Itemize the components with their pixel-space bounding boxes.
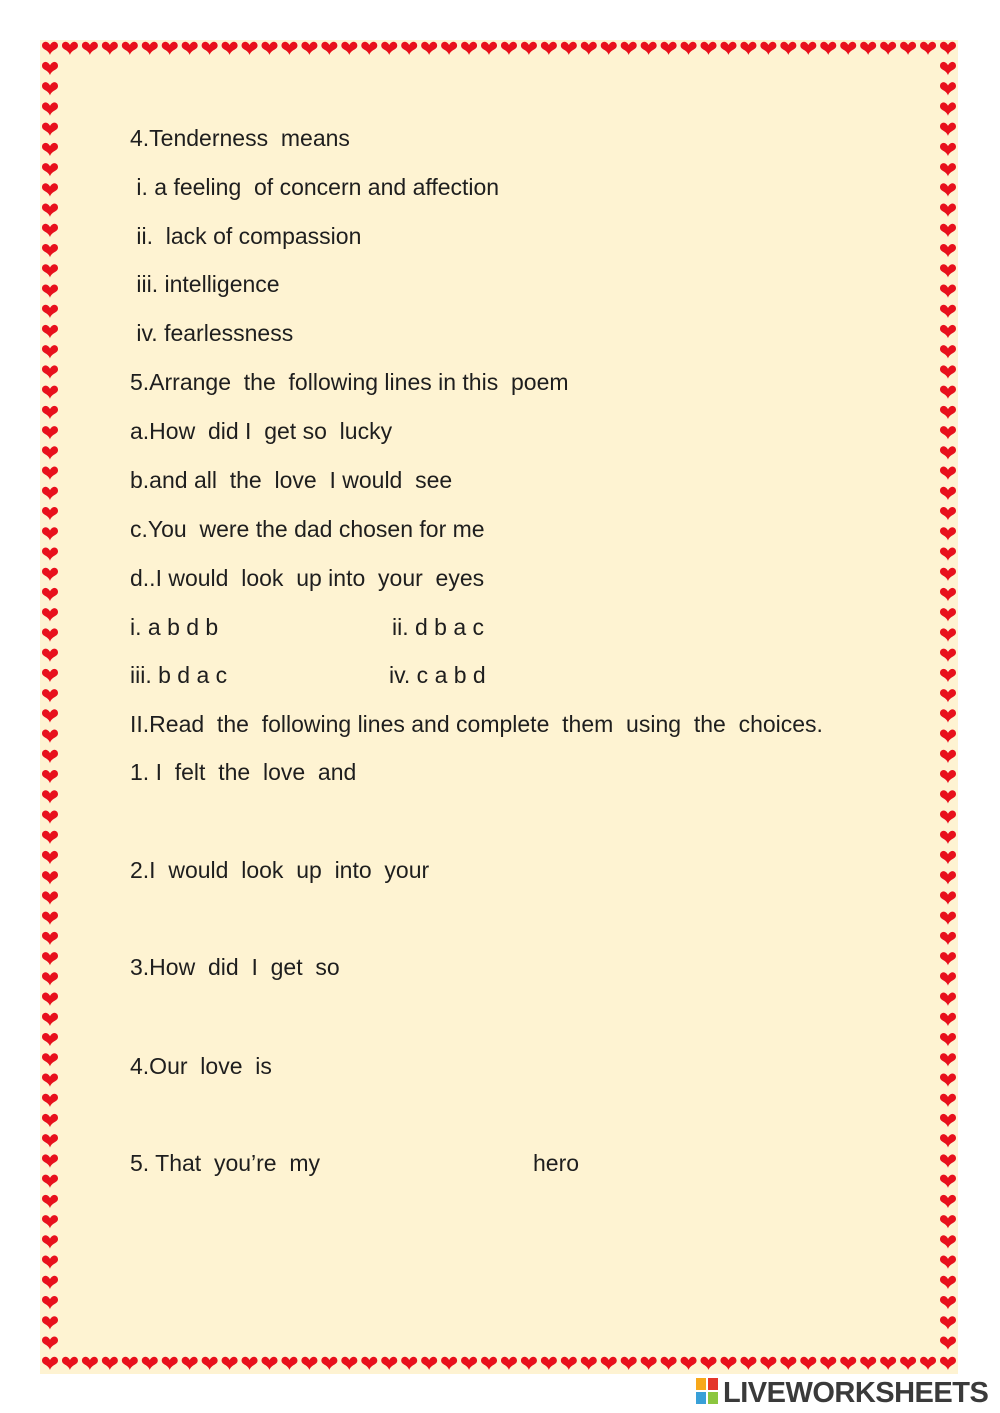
- heart-icon: [42, 972, 58, 985]
- heart-icon: [940, 993, 956, 1006]
- heart-icon: [102, 1357, 118, 1370]
- heart-icon: [42, 1235, 58, 1248]
- heart-icon: [62, 1357, 78, 1370]
- heart-icon: [42, 1154, 58, 1167]
- heart-icon: [42, 770, 58, 783]
- heart-icon: [42, 1114, 58, 1127]
- heart-icon: [681, 1357, 697, 1370]
- heart-icon: [42, 952, 58, 965]
- heart-icon: [281, 42, 297, 55]
- heart-icon: [42, 1256, 58, 1269]
- heart-icon: [880, 42, 896, 55]
- heart-icon: [42, 730, 58, 743]
- heart-icon: [42, 163, 58, 176]
- completion-item-5-end: hero: [533, 1150, 580, 1176]
- heart-icon: [900, 1357, 916, 1370]
- poem-line-a: a.How did I get so lucky: [130, 418, 393, 444]
- heart-icon: [940, 143, 956, 156]
- heart-icon: [421, 42, 437, 55]
- heart-icon: [701, 42, 717, 55]
- heart-icon: [940, 224, 956, 237]
- heart-icon: [42, 1296, 58, 1309]
- heart-icon: [42, 82, 58, 95]
- heart-icon: [940, 588, 956, 601]
- question-5-choice-ii: ii. d b a c: [392, 614, 485, 640]
- heart-icon: [42, 345, 58, 358]
- heart-icon: [900, 42, 916, 55]
- heart-icon: [521, 1357, 537, 1370]
- heart-icon: [840, 42, 856, 55]
- heart-icon: [242, 1357, 258, 1370]
- heart-icon: [42, 689, 58, 702]
- completion-item-1: 1. I felt the love and: [130, 759, 357, 785]
- heart-icon: [940, 163, 956, 176]
- heart-icon: [42, 426, 58, 439]
- question-5-choice-iii: iii. b d a c: [130, 662, 228, 688]
- heart-icon: [441, 1357, 457, 1370]
- heart-icon: [581, 1357, 597, 1370]
- heart-icon: [920, 42, 936, 55]
- heart-icon: [182, 1357, 198, 1370]
- heart-icon: [42, 487, 58, 500]
- completion-item-2: 2.I would look up into your: [130, 857, 430, 883]
- heart-icon: [940, 1316, 956, 1329]
- heart-icon: [42, 123, 58, 136]
- heart-icon: [42, 446, 58, 459]
- heart-icon: [940, 365, 956, 378]
- heart-icon: [940, 1073, 956, 1086]
- heart-icon: [820, 1357, 836, 1370]
- heart-icon: [42, 1134, 58, 1147]
- heart-icon: [42, 102, 58, 115]
- heart-icon: [940, 446, 956, 459]
- heart-icon: [940, 42, 956, 55]
- heart-icon: [521, 42, 537, 55]
- heart-icon: [42, 1033, 58, 1046]
- heart-icon: [800, 1357, 816, 1370]
- heart-icon: [940, 345, 956, 358]
- heart-icon: [202, 1357, 218, 1370]
- heart-icon: [940, 972, 956, 985]
- heart-icon: [381, 1357, 397, 1370]
- heart-icon: [940, 730, 956, 743]
- heart-icon: [42, 305, 58, 318]
- heart-icon: [940, 689, 956, 702]
- heart-icon: [920, 1357, 936, 1370]
- heart-icon: [940, 1033, 956, 1046]
- heart-icon: [222, 1357, 238, 1370]
- heart-icon: [940, 1195, 956, 1208]
- heart-icon: [42, 628, 58, 641]
- heart-icon: [641, 1357, 657, 1370]
- heart-icon: [940, 669, 956, 682]
- heart-icon: [162, 42, 178, 55]
- heart-icon: [760, 1357, 776, 1370]
- heart-icon: [940, 810, 956, 823]
- heart-icon: [940, 1235, 956, 1248]
- heart-icon: [42, 1013, 58, 1026]
- heart-icon: [940, 487, 956, 500]
- heart-icon: [940, 467, 956, 480]
- completion-item-5: 5. That you’re my: [130, 1150, 321, 1176]
- heart-icon: [940, 1276, 956, 1289]
- heart-icon: [940, 325, 956, 338]
- heart-icon: [940, 547, 956, 560]
- heart-icon: [42, 1053, 58, 1066]
- heart-icon: [860, 42, 876, 55]
- heart-icon: [940, 507, 956, 520]
- heart-icon: [42, 406, 58, 419]
- heart-icon: [940, 932, 956, 945]
- heart-icon: [281, 1357, 297, 1370]
- heart-icon: [42, 1276, 58, 1289]
- heart-icon: [561, 1357, 577, 1370]
- heart-icon: [42, 62, 58, 75]
- heart-icon: [42, 325, 58, 338]
- logo-wordmark: LIVEWORKSHEETS: [723, 1377, 989, 1409]
- completion-item-4: 4.Our love is: [130, 1053, 272, 1079]
- heart-icon: [940, 204, 956, 217]
- heart-icon: [42, 467, 58, 480]
- heart-icon: [162, 1357, 178, 1370]
- heart-icon: [42, 810, 58, 823]
- question-4-title: 4.Tenderness means: [130, 125, 350, 151]
- poem-line-d: d..I would look up into your eyes: [130, 565, 485, 591]
- heart-icon: [940, 1215, 956, 1228]
- heart-icon: [601, 1357, 617, 1370]
- heart-icon: [481, 1357, 497, 1370]
- heart-icon: [42, 709, 58, 722]
- heart-icon: [840, 1357, 856, 1370]
- heart-icon: [940, 649, 956, 662]
- completion-item-3: 3.How did I get so: [130, 954, 340, 980]
- heart-icon: [42, 1357, 58, 1370]
- heart-icon: [42, 568, 58, 581]
- heart-icon: [940, 426, 956, 439]
- heart-icon: [740, 42, 756, 55]
- heart-icon: [940, 244, 956, 257]
- question-5-choice-iv: iv. c a b d: [389, 662, 486, 688]
- heart-icon: [940, 305, 956, 318]
- heart-icon: [42, 649, 58, 662]
- heart-icon: [42, 284, 58, 297]
- heart-icon: [581, 42, 597, 55]
- heart-icon: [940, 264, 956, 277]
- heart-icon: [780, 42, 796, 55]
- heart-icon: [42, 871, 58, 884]
- heart-icon: [940, 1134, 956, 1147]
- heart-icon: [601, 42, 617, 55]
- heart-icon: [880, 1357, 896, 1370]
- heart-icon: [42, 365, 58, 378]
- heart-icon: [42, 143, 58, 156]
- heart-icon: [641, 42, 657, 55]
- heart-icon: [940, 82, 956, 95]
- heart-icon: [42, 669, 58, 682]
- heart-icon: [940, 1114, 956, 1127]
- question-4-option-ii: ii. lack of compassion: [130, 223, 362, 249]
- heart-icon: [421, 1357, 437, 1370]
- heart-icon: [42, 244, 58, 257]
- heart-icon: [481, 42, 497, 55]
- heart-icon: [701, 1357, 717, 1370]
- heart-icon: [42, 42, 58, 55]
- heart-icon: [541, 1357, 557, 1370]
- question-4-option-iv: iv. fearlessness: [130, 320, 294, 346]
- heart-icon: [940, 912, 956, 925]
- heart-icon: [940, 608, 956, 621]
- heart-icon: [42, 527, 58, 540]
- heart-icon: [940, 386, 956, 399]
- question-5-choice-i: i. a b d b: [130, 614, 219, 640]
- heart-icon: [720, 42, 736, 55]
- poem-line-b: b.and all the love I would see: [130, 467, 453, 493]
- heart-icon: [940, 709, 956, 722]
- heart-icon: [940, 891, 956, 904]
- heart-icon: [401, 1357, 417, 1370]
- heart-icon: [860, 1357, 876, 1370]
- heart-icon: [940, 183, 956, 196]
- heart-icon: [42, 1316, 58, 1329]
- heart-icon: [501, 42, 517, 55]
- heart-icon: [361, 42, 377, 55]
- heart-icon: [42, 507, 58, 520]
- heart-icon: [661, 1357, 677, 1370]
- heart-icon: [102, 42, 118, 55]
- heart-icon: [301, 1357, 317, 1370]
- heart-icon: [940, 628, 956, 641]
- heart-icon: [42, 1094, 58, 1107]
- heart-icon: [940, 527, 956, 540]
- heart-icon: [800, 42, 816, 55]
- heart-icon: [42, 608, 58, 621]
- heart-icon: [940, 770, 956, 783]
- question-4-option-i: i. a feeling of concern and affection: [130, 174, 500, 200]
- heart-icon: [82, 1357, 98, 1370]
- heart-icon: [940, 1094, 956, 1107]
- heart-icon: [42, 204, 58, 217]
- heart-icon: [142, 1357, 158, 1370]
- heart-icon: [42, 547, 58, 560]
- heart-icon: [501, 1357, 517, 1370]
- heart-icon: [820, 42, 836, 55]
- liveworksheets-logo: [696, 1376, 996, 1410]
- heart-icon: [42, 1336, 58, 1349]
- heart-icon: [461, 42, 477, 55]
- heart-icon: [940, 568, 956, 581]
- heart-icon: [42, 750, 58, 763]
- heart-icon: [780, 1357, 796, 1370]
- heart-icon: [940, 750, 956, 763]
- heart-icon: [621, 1357, 637, 1370]
- heart-icon: [940, 1013, 956, 1026]
- heart-icon: [940, 1154, 956, 1167]
- heart-icon: [122, 1357, 138, 1370]
- heart-icon: [760, 42, 776, 55]
- heart-icon: [940, 871, 956, 884]
- heart-icon: [621, 42, 637, 55]
- heart-icon: [940, 1256, 956, 1269]
- heart-icon: [940, 102, 956, 115]
- section-ii-instruction: II.Read the following lines and complete them using the choices.: [130, 711, 823, 737]
- heart-icon: [940, 123, 956, 136]
- heart-icon: [341, 1357, 357, 1370]
- heart-icon: [940, 1296, 956, 1309]
- heart-icon: [262, 1357, 278, 1370]
- heart-icon: [381, 42, 397, 55]
- heart-icon: [42, 1073, 58, 1086]
- heart-icon: [940, 952, 956, 965]
- heart-icon: [262, 42, 278, 55]
- question-5-title: 5.Arrange the following lines in this poem: [130, 369, 569, 395]
- heart-icon: [42, 183, 58, 196]
- heart-icon: [42, 790, 58, 803]
- heart-icon: [242, 42, 258, 55]
- heart-icon: [401, 42, 417, 55]
- heart-icon: [940, 1175, 956, 1188]
- heart-icon: [940, 284, 956, 297]
- heart-icon: [42, 264, 58, 277]
- heart-icon: [202, 42, 218, 55]
- heart-icon: [42, 891, 58, 904]
- heart-icon: [940, 790, 956, 803]
- heart-icon: [42, 386, 58, 399]
- question-4-option-iii: iii. intelligence: [130, 271, 280, 297]
- heart-icon: [42, 831, 58, 844]
- heart-icon: [940, 62, 956, 75]
- heart-icon: [681, 42, 697, 55]
- heart-icon: [42, 932, 58, 945]
- heart-icon: [42, 224, 58, 237]
- logo-blocks-icon: [696, 1378, 720, 1406]
- heart-icon: [441, 42, 457, 55]
- heart-icon: [561, 42, 577, 55]
- heart-icon: [42, 993, 58, 1006]
- heart-icon: [940, 1357, 956, 1370]
- heart-icon: [42, 1215, 58, 1228]
- heart-icon: [940, 1336, 956, 1349]
- heart-icon: [222, 42, 238, 55]
- heart-icon: [740, 1357, 756, 1370]
- heart-icon: [940, 1053, 956, 1066]
- heart-icon: [42, 588, 58, 601]
- heart-icon: [940, 406, 956, 419]
- heart-icon: [42, 851, 58, 864]
- heart-icon: [42, 1175, 58, 1188]
- heart-icon: [182, 42, 198, 55]
- heart-icon: [541, 42, 557, 55]
- heart-icon: [62, 42, 78, 55]
- heart-icon: [661, 42, 677, 55]
- heart-icon: [301, 42, 317, 55]
- heart-icon: [461, 1357, 477, 1370]
- heart-icon: [42, 912, 58, 925]
- heart-icon: [321, 42, 337, 55]
- heart-icon: [341, 42, 357, 55]
- heart-icon: [122, 42, 138, 55]
- heart-icon: [321, 1357, 337, 1370]
- heart-icon: [82, 42, 98, 55]
- heart-icon: [142, 42, 158, 55]
- heart-icon: [940, 831, 956, 844]
- poem-line-c: c.You were the dad chosen for me: [130, 516, 485, 542]
- heart-icon: [720, 1357, 736, 1370]
- heart-icon: [42, 1195, 58, 1208]
- heart-icon: [940, 851, 956, 864]
- heart-icon: [361, 1357, 377, 1370]
